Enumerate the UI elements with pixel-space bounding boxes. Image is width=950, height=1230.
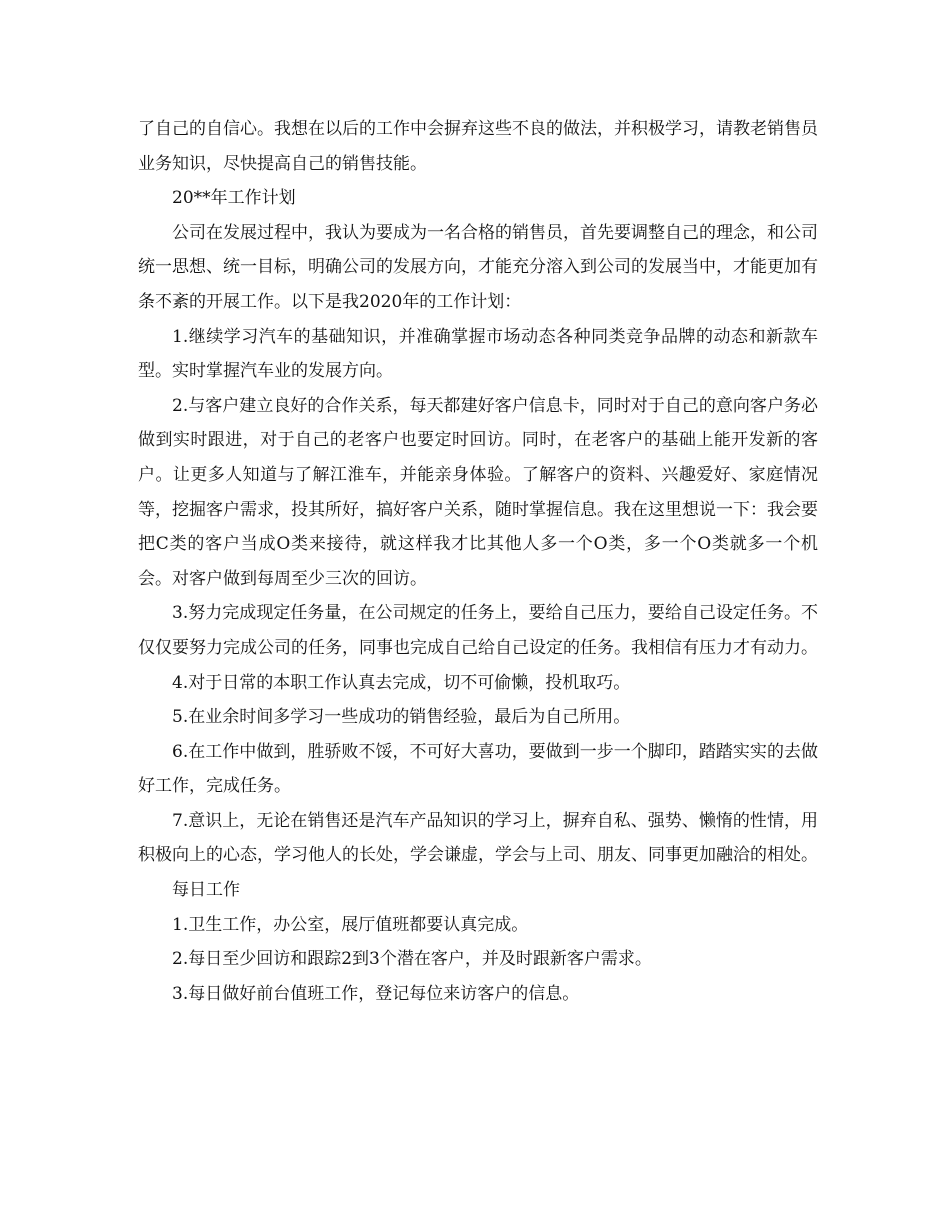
plan-item-3: 3.努力完成现定任务量，在公司规定的任务上，要给自己压力，要给自己设定任务。不仅仅要努力完成公司的任务，同事也完成自己给自己设定的任务。我相信有压力才有动力。 <box>138 603 818 658</box>
plan-item-5: 5.在业余时间多学习一些成功的销售经验，最后为自己所用。 <box>172 707 631 728</box>
plan-item-4: 4.对于日常的本职工作认真去完成，切不可偷懒，投机取巧。 <box>172 672 631 693</box>
daily-item-1: 1.卫生工作，办公室，展厅值班都要认真完成。 <box>172 914 529 935</box>
plan-item-7: 7.意识上，无论在销售还是汽车产品知识的学习上，摒弃自私、强势、懒惰的性情，用积极向上的心态，学习他人的长处，学会谦虚，学会与上司、朋友、同事更加融洽的相处。 <box>138 810 818 866</box>
section-heading-annual-plan: 20**年工作计划 <box>172 188 296 209</box>
plan-item-2: 2.与客户建立良好的合作关系，每天都建好客户信息卡，同时对于自己的意向客户务必做到实时跟进，对于自己的老客户也要定时回访。同时，在老客户的基础上能开发新的客户。让更多人知道与了解江淮车，并能亲身体验。了解客户的资料、兴趣爱好、家庭情况等，挖掘客户需求，投其所好，搞好客户关系，随时掌握信息。我在这里想说一下：我会要把C类的客户当成O类来接待，就这样我才比其他人多一个O类，多一个O类就多一个机会。对客户做到每周至少三次的回访。 <box>138 395 818 589</box>
daily-item-2: 2.每日至少回访和跟踪2到3个潜在客户，并及时跟新客户需求。 <box>172 949 652 970</box>
paragraph-continuation: 了自己的自信心。我想在以后的工作中会摒弃这些不良的做法，并积极学习，请教老销售员业务知识，尽快提高自己的销售技能。 <box>138 119 818 174</box>
section-heading-daily-work: 每日工作 <box>172 880 240 901</box>
plan-item-6: 6.在工作中做到，胜骄败不馁，不可好大喜功，要做到一步一个脚印，踏踏实实的去做好工作，完成任务。 <box>138 741 818 797</box>
plan-item-1: 1.继续学习汽车的基础知识，并准确掌握市场动态各种同类竞争品牌的动态和新款车型。实时掌握汽车业的发展方向。 <box>138 326 818 382</box>
paragraph-intro: 公司在发展过程中，我认为要成为一名合格的销售员，首先要调整自己的理念，和公司统一思想、统一目标，明确公司的发展方向，才能充分溶入到公司的发展当中，才能更加有条不紊的开展工作。以下是我2020年的工作计划： <box>138 222 818 312</box>
daily-item-3: 3.每日做好前台值班工作，登记每位来访客户的信息。 <box>172 983 580 1004</box>
